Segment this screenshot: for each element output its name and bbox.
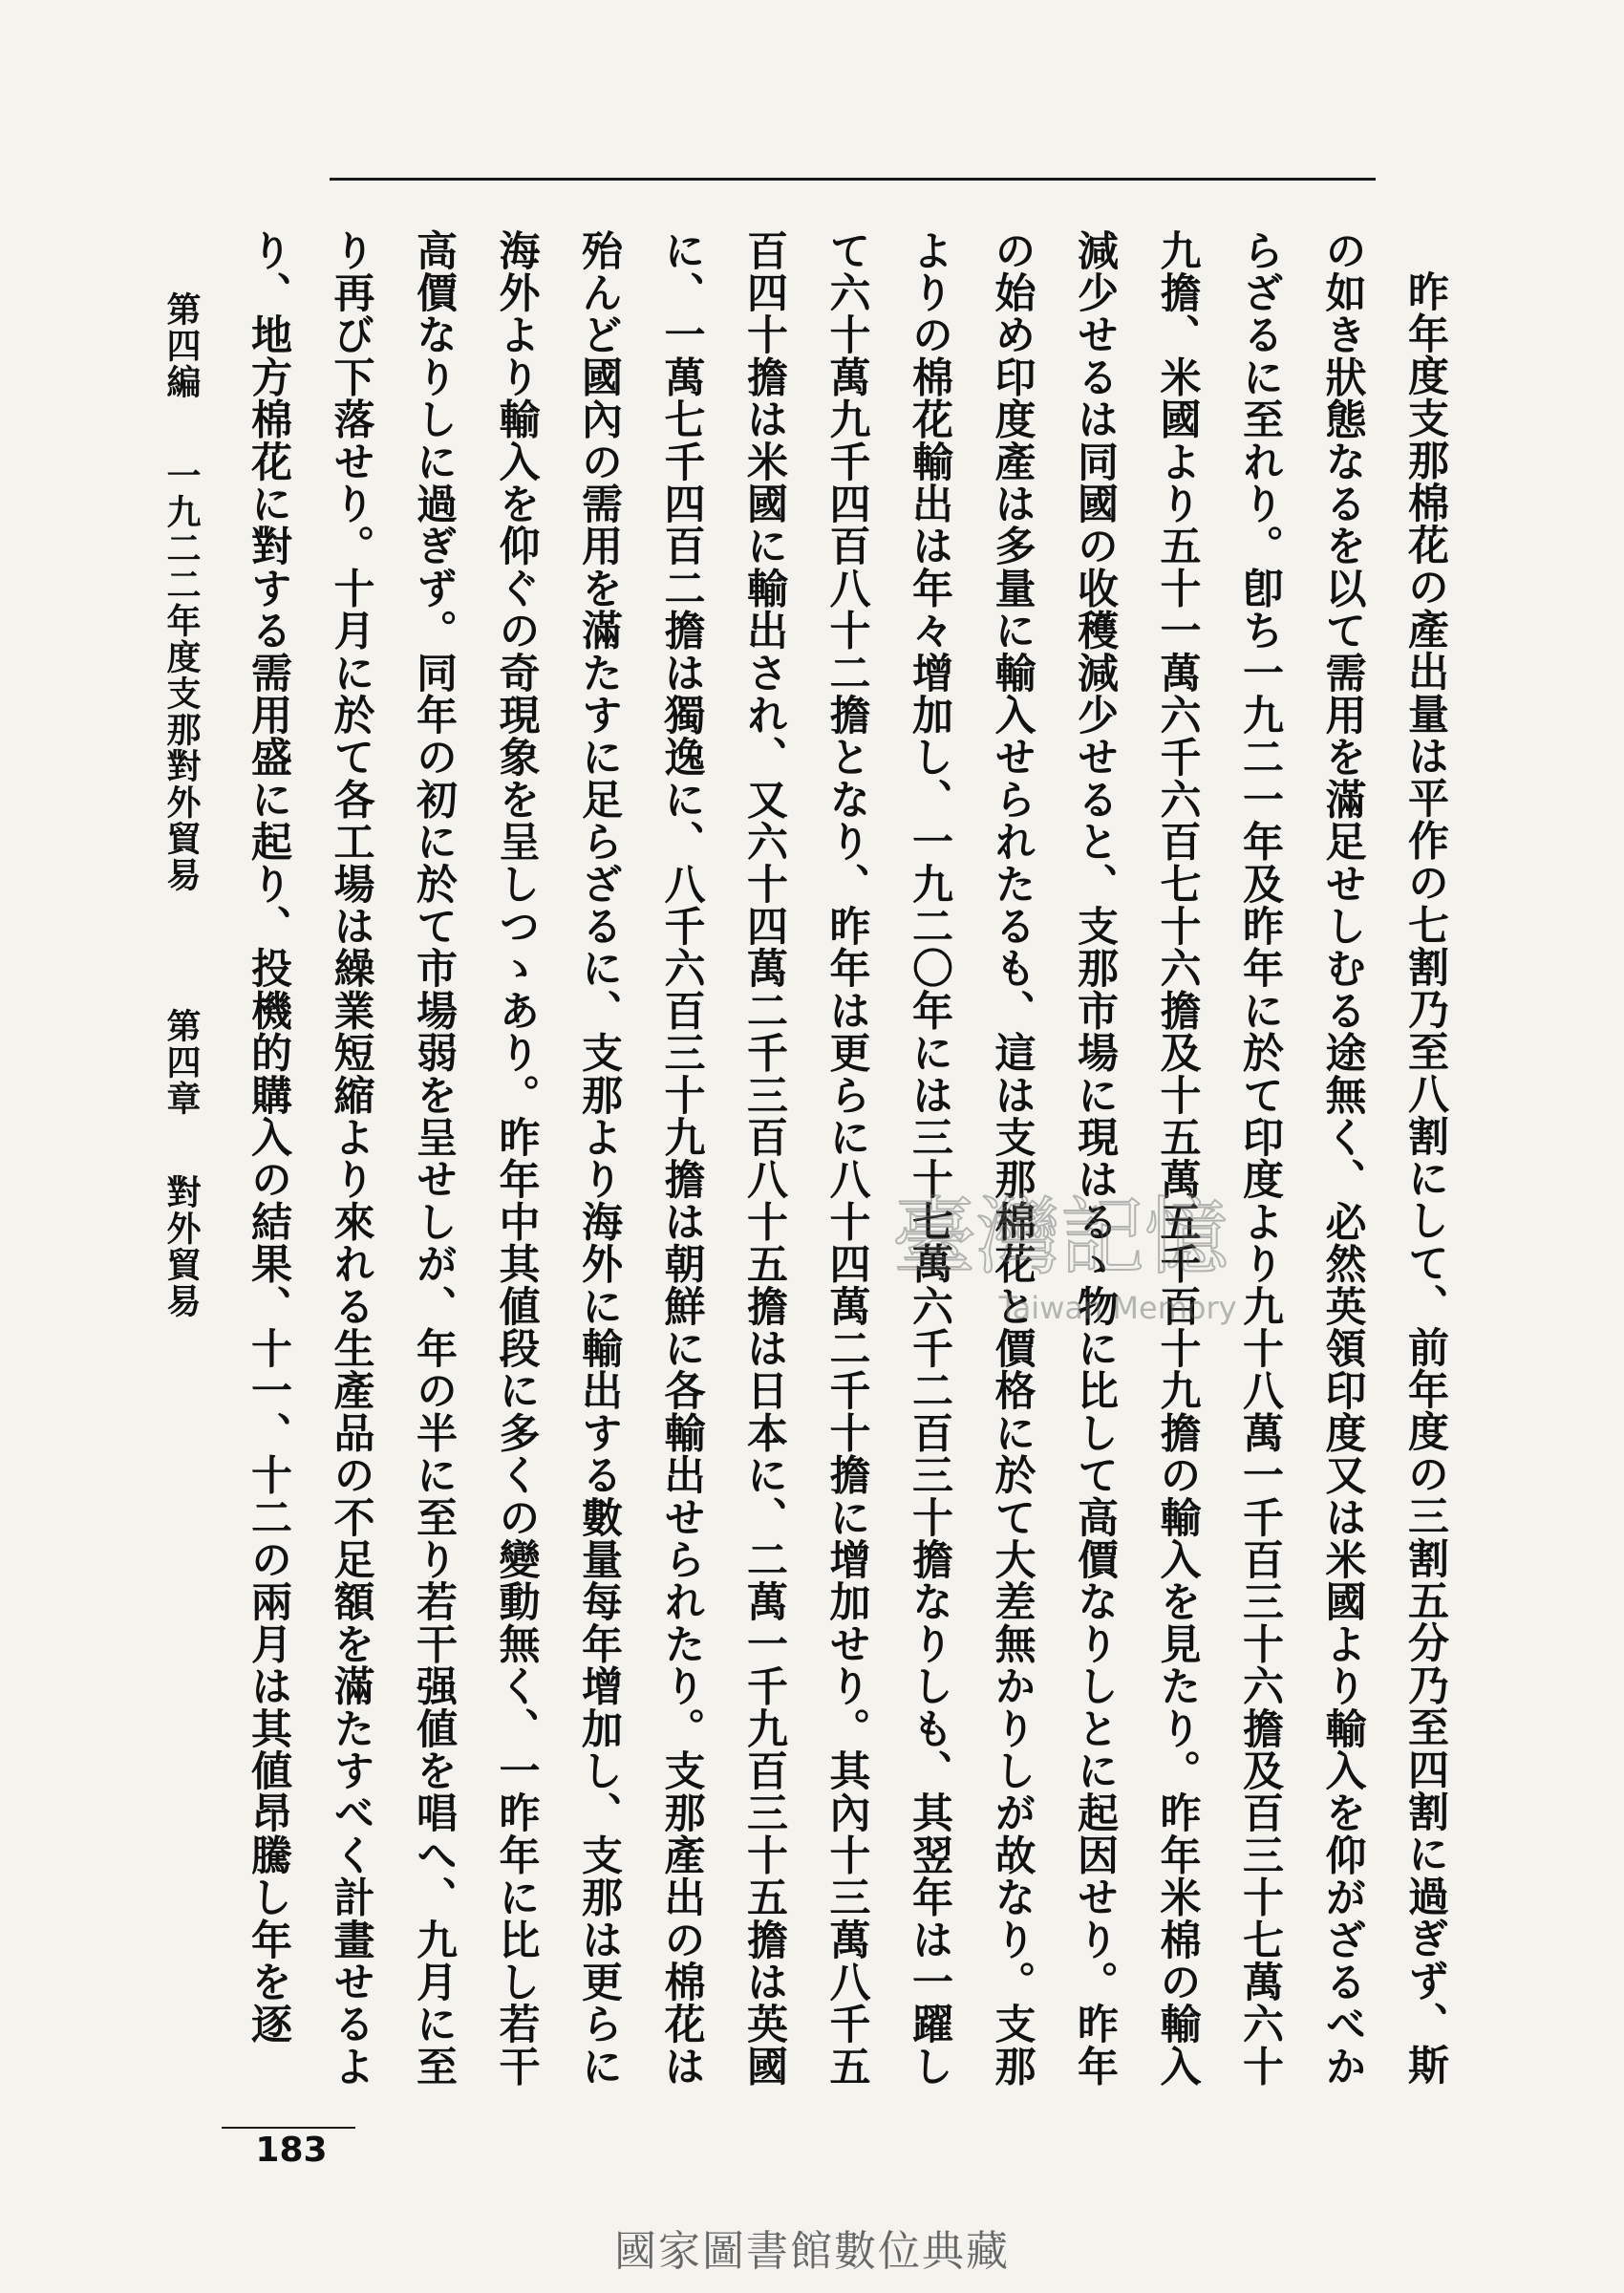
running-head-chapter: 第四章 bbox=[161, 1008, 202, 1117]
header-rule bbox=[330, 178, 1376, 181]
page-number: 183 bbox=[255, 2131, 328, 2170]
watermark-logo bbox=[831, 1175, 1290, 1338]
watermark-sub: Taiwan Memory bbox=[998, 1290, 1237, 1326]
watermark-main: 臺灣記憶 bbox=[891, 1188, 1229, 1286]
body-paragraph: 昨年度支那棉花の產出量は平作の七割乃至八割にして、前年度の三割五分乃至四割に過ぎず、斯の如き狀態なるを以て需用を滿足せしむる途無く、必然英領印度又は米國より輸入を仰がざるべからざるに至れり。卽ち一九二一年及昨年に於て印度より九十八萬一千百三十六擔及百三十七萬六十九擔、米國より五十一萬六千六百七十六擔及十五萬五千百十九擔の輸入を見たり。昨年米棉の輸入減少せるは同國の收穫減少せると、支那市場に現はるゝ物に比して高價なりしとに起因せり。昨年の始め印度產は多量に輸入せられたるも、這は支那棉花と價格に於て大差無かりしが故なり。支那よりの棉花輸出は年々增加し、一九二〇年には三十七萬六千二百三十擔なりしも、其翌年は一躍して六十萬九千四百八十二擔となり、昨年は更らに八十四萬二千十擔に增加せり。其內十三萬八千五百四十擔は米國に輸出され、又六十四萬二千三百八十五擔は日本に、二萬一千九百三十五擔は英國に、一萬七千四百二擔は獨逸に、八千六百三十九擔は朝鮮に各輸出せられたり。支那產出の棉花は殆んど國內の需用を滿たすに足らざるに、支那より海外に輸出する數量每年增加し、支那は更らに海外より輸入を仰ぐの奇現象を呈しつゝあり。昨年中其値段に多くの變動無く、一昨年に比し若干高價なりしに過ぎず。同年の初に於て市場弱を呈せしが、年の半に至り若干强値を唱へ、九月に至り再び下落せり。十月に於て各工場は繰業短縮より來れる生產品の不足額を滿たすべく計畫せるより、地方棉花に對する需用盛に起り、投機的購入の結果、十一、十二の兩月は其値昂騰し年を逐 bbox=[245, 229, 1449, 2088]
body-text bbox=[234, 229, 1466, 2116]
footer-rule bbox=[222, 2127, 355, 2129]
running-head-chapter-title: 對外貿易 bbox=[161, 1174, 202, 1319]
running-head bbox=[153, 291, 210, 2107]
running-head-part: 第四編 bbox=[161, 291, 202, 400]
library-footer: 國家圖書館數位典藏 bbox=[614, 2227, 1010, 2276]
running-head-book: 一九二二年度支那對外貿易 bbox=[161, 458, 202, 893]
